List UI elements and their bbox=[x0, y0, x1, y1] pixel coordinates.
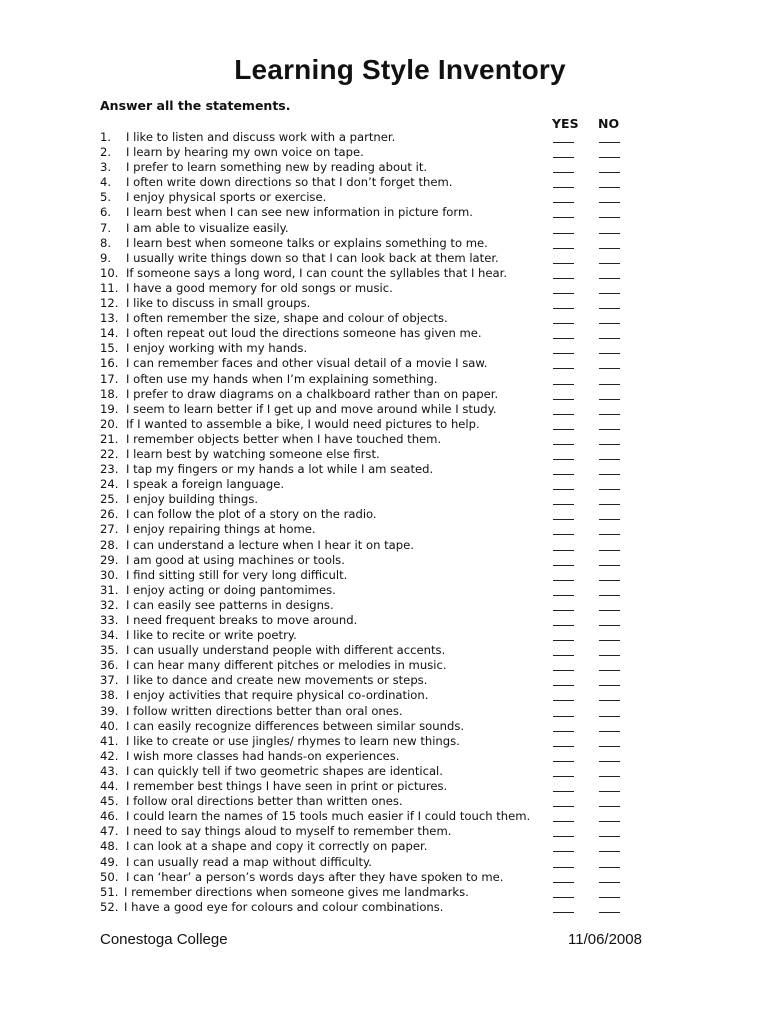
statement-text: I learn best by watching someone else first. bbox=[126, 446, 380, 461]
statement-number: 35. bbox=[100, 643, 119, 658]
yes-answer-blank[interactable] bbox=[553, 399, 574, 400]
statement-row bbox=[100, 628, 640, 643]
yes-column-header: YES bbox=[552, 116, 579, 131]
yes-answer-blank[interactable] bbox=[553, 534, 574, 535]
statement-row bbox=[100, 236, 640, 251]
statement-number: 16. bbox=[100, 356, 119, 371]
yes-answer-blank[interactable] bbox=[553, 142, 574, 143]
statement-text: I often use my hands when I’m explaining something. bbox=[126, 371, 438, 386]
statement-text: I tap my fingers or my hands a lot while I am seated. bbox=[126, 462, 434, 477]
statement-text: I enjoy building things. bbox=[126, 492, 259, 507]
yes-answer-blank[interactable] bbox=[553, 550, 574, 551]
footer-institution: Conestoga College bbox=[100, 931, 228, 948]
statement-row bbox=[100, 568, 640, 583]
statement-number: 27. bbox=[100, 522, 119, 537]
yes-answer-blank[interactable] bbox=[553, 172, 574, 173]
yes-answer-blank[interactable] bbox=[553, 565, 574, 566]
no-answer-blank[interactable] bbox=[599, 414, 620, 415]
statement-text: I learn by hearing my own voice on tape. bbox=[126, 145, 364, 160]
yes-answer-blank[interactable] bbox=[553, 338, 574, 339]
statement-row bbox=[100, 402, 640, 417]
statement-text: I like to create or use jingles/ rhymes to learn new things. bbox=[126, 733, 460, 748]
statement-number: 45. bbox=[100, 794, 119, 809]
statement-row bbox=[100, 809, 640, 824]
statement-number: 52. bbox=[100, 899, 119, 914]
statement-text: I could learn the names of 15 tools much easier if I could touch them. bbox=[126, 809, 531, 824]
no-answer-blank[interactable] bbox=[599, 791, 620, 792]
statement-row bbox=[100, 341, 640, 356]
no-answer-blank[interactable] bbox=[599, 610, 620, 611]
statement-text: I often write down directions so that I don’t forget them. bbox=[126, 175, 453, 190]
statement-text: I follow written directions better than oral ones. bbox=[126, 703, 403, 718]
statement-text: I like to recite or write poetry. bbox=[126, 628, 297, 643]
statement-text: I need to say things aloud to myself to remember them. bbox=[126, 824, 452, 839]
statement-row bbox=[100, 688, 640, 703]
statement-text: I can remember faces and other visual detail of a movie I saw. bbox=[126, 356, 488, 371]
statement-row bbox=[100, 221, 640, 236]
statement-text: I prefer to learn something new by reading about it. bbox=[126, 160, 428, 175]
no-answer-blank[interactable] bbox=[599, 761, 620, 762]
statement-row bbox=[100, 794, 640, 809]
statement-number: 39. bbox=[100, 703, 119, 718]
statement-number: 13. bbox=[100, 311, 119, 326]
yes-answer-blank[interactable] bbox=[553, 187, 574, 188]
statement-row bbox=[100, 764, 640, 779]
statement-row bbox=[100, 779, 640, 794]
statement-row bbox=[100, 900, 640, 915]
statement-row bbox=[100, 719, 640, 734]
yes-answer-blank[interactable] bbox=[553, 293, 574, 294]
statement-text: I speak a foreign language. bbox=[126, 477, 285, 492]
statement-number: 22. bbox=[100, 446, 119, 461]
statement-number: 29. bbox=[100, 552, 119, 567]
statement-row bbox=[100, 326, 640, 341]
yes-answer-blank[interactable] bbox=[553, 504, 574, 505]
statement-number: 21. bbox=[100, 431, 119, 446]
statement-number: 48. bbox=[100, 839, 119, 854]
statement-number: 1. bbox=[100, 130, 112, 144]
statement-number: 19. bbox=[100, 401, 119, 416]
yes-answer-blank[interactable] bbox=[553, 444, 574, 445]
no-answer-blank[interactable] bbox=[599, 550, 620, 551]
statement-row bbox=[100, 387, 640, 402]
statement-row bbox=[100, 432, 640, 447]
statement-text: If I wanted to assemble a bike, I would need pictures to help. bbox=[126, 416, 480, 431]
instruction-text: Answer all the statements. bbox=[100, 98, 291, 113]
statement-row bbox=[100, 190, 640, 205]
statement-number: 8. bbox=[100, 235, 112, 250]
statement-text: I can quickly tell if two geometric shapes are identical. bbox=[126, 763, 443, 778]
no-answer-blank[interactable] bbox=[599, 821, 620, 822]
statement-text: I need frequent breaks to move around. bbox=[126, 613, 358, 627]
statement-row bbox=[100, 160, 640, 175]
no-answer-blank[interactable] bbox=[599, 157, 620, 158]
no-answer-blank[interactable] bbox=[599, 655, 620, 656]
statement-row bbox=[100, 492, 640, 507]
no-answer-blank[interactable] bbox=[599, 459, 620, 460]
yes-answer-blank[interactable] bbox=[553, 233, 574, 234]
no-answer-blank[interactable] bbox=[599, 806, 620, 807]
statement-row bbox=[100, 447, 640, 462]
statement-number: 18. bbox=[100, 386, 119, 401]
yes-answer-blank[interactable] bbox=[553, 429, 574, 430]
statement-number: 23. bbox=[100, 462, 119, 477]
footer-date: 11/06/2008 bbox=[568, 931, 642, 948]
statement-text: I remember directions when someone gives me landmarks. bbox=[124, 884, 469, 899]
statement-text: I often repeat out loud the directions someone has given me. bbox=[126, 326, 482, 341]
statement-row bbox=[100, 175, 640, 190]
yes-answer-blank[interactable] bbox=[553, 625, 574, 626]
statement-row bbox=[100, 613, 640, 628]
statement-row bbox=[100, 538, 640, 553]
yes-answer-blank[interactable] bbox=[553, 806, 574, 807]
statement-row bbox=[100, 553, 640, 568]
statement-row bbox=[100, 749, 640, 764]
statement-number: 9. bbox=[100, 250, 112, 265]
statement-row bbox=[100, 477, 640, 492]
statement-number: 31. bbox=[100, 582, 119, 597]
no-answer-blank[interactable] bbox=[599, 142, 620, 143]
no-answer-blank[interactable] bbox=[599, 685, 620, 686]
statement-row bbox=[100, 885, 640, 900]
yes-answer-blank[interactable] bbox=[553, 474, 574, 475]
statement-row bbox=[100, 145, 640, 160]
no-answer-blank[interactable] bbox=[599, 187, 620, 188]
no-answer-blank[interactable] bbox=[599, 384, 620, 385]
yes-answer-blank[interactable] bbox=[553, 836, 574, 837]
no-answer-blank[interactable] bbox=[599, 867, 620, 868]
no-answer-blank[interactable] bbox=[599, 172, 620, 173]
yes-answer-blank[interactable] bbox=[553, 489, 574, 490]
statement-row bbox=[100, 507, 640, 522]
no-answer-blank[interactable] bbox=[599, 263, 620, 264]
statement-number: 50. bbox=[100, 869, 119, 884]
statement-text: I learn best when someone talks or explains something to me. bbox=[126, 235, 488, 250]
statement-text: I like to discuss in small groups. bbox=[126, 296, 311, 311]
yes-answer-blank[interactable] bbox=[553, 776, 574, 777]
statement-row bbox=[100, 673, 640, 688]
no-answer-blank[interactable] bbox=[599, 504, 620, 505]
statement-text: I wish more classes had hands-on experiences. bbox=[126, 748, 400, 763]
statement-number: 5. bbox=[100, 190, 112, 205]
yes-answer-blank[interactable] bbox=[553, 202, 574, 203]
no-answer-blank[interactable] bbox=[599, 353, 620, 354]
statement-number: 30. bbox=[100, 567, 119, 582]
statement-number: 10. bbox=[100, 265, 119, 280]
yes-answer-blank[interactable] bbox=[553, 384, 574, 385]
statement-row bbox=[100, 855, 640, 870]
statement-text: I enjoy working with my hands. bbox=[126, 341, 308, 356]
statement-row bbox=[100, 266, 640, 281]
statement-number: 3. bbox=[100, 160, 112, 175]
statement-number: 28. bbox=[100, 537, 119, 552]
no-answer-blank[interactable] bbox=[599, 882, 620, 883]
no-answer-blank[interactable] bbox=[599, 429, 620, 430]
statement-row bbox=[100, 372, 640, 387]
statement-text: I can ‘hear’ a person’s words days after they have spoken to me. bbox=[126, 869, 504, 884]
no-answer-blank[interactable] bbox=[599, 640, 620, 641]
no-answer-blank[interactable] bbox=[599, 580, 620, 581]
no-answer-blank[interactable] bbox=[599, 625, 620, 626]
statement-number: 4. bbox=[100, 175, 112, 190]
statement-number: 41. bbox=[100, 733, 119, 748]
yes-answer-blank[interactable] bbox=[553, 761, 574, 762]
yes-answer-blank[interactable] bbox=[553, 821, 574, 822]
statement-number: 38. bbox=[100, 688, 119, 703]
statement-number: 51. bbox=[100, 884, 119, 899]
no-answer-blank[interactable] bbox=[599, 716, 620, 717]
yes-answer-blank[interactable] bbox=[553, 700, 574, 701]
yes-answer-blank[interactable] bbox=[553, 580, 574, 581]
statement-text: I can easily recognize differences between similar sounds. bbox=[126, 718, 465, 733]
statement-text: I have a good memory for old songs or music. bbox=[126, 280, 393, 295]
no-answer-blank[interactable] bbox=[599, 278, 620, 279]
statement-row bbox=[100, 839, 640, 854]
statement-number: 15. bbox=[100, 341, 119, 356]
statement-text: I like to dance and create new movements or steps. bbox=[126, 673, 428, 688]
no-answer-blank[interactable] bbox=[599, 836, 620, 837]
no-answer-blank[interactable] bbox=[599, 534, 620, 535]
no-answer-blank[interactable] bbox=[599, 474, 620, 475]
yes-answer-blank[interactable] bbox=[553, 459, 574, 460]
yes-answer-blank[interactable] bbox=[553, 157, 574, 158]
statement-number: 37. bbox=[100, 673, 119, 688]
statement-number: 46. bbox=[100, 809, 119, 824]
yes-answer-blank[interactable] bbox=[553, 746, 574, 747]
statement-number: 17. bbox=[100, 371, 119, 386]
statement-number: 11. bbox=[100, 280, 119, 295]
no-answer-blank[interactable] bbox=[599, 293, 620, 294]
statement-row bbox=[100, 311, 640, 326]
statement-text: I usually write things down so that I can look back at them later. bbox=[126, 250, 499, 265]
page-title: Learning Style Inventory bbox=[234, 54, 566, 85]
yes-answer-blank[interactable] bbox=[553, 655, 574, 656]
yes-answer-blank[interactable] bbox=[553, 716, 574, 717]
statement-row bbox=[100, 522, 640, 537]
statement-number: 2. bbox=[100, 145, 112, 160]
statement-row bbox=[100, 643, 640, 658]
yes-answer-blank[interactable] bbox=[553, 414, 574, 415]
no-answer-blank[interactable] bbox=[599, 746, 620, 747]
statement-text: I can easily see patterns in designs. bbox=[126, 597, 334, 612]
statement-list bbox=[100, 130, 640, 915]
statement-number: 20. bbox=[100, 416, 119, 431]
yes-answer-blank[interactable] bbox=[553, 791, 574, 792]
statement-text: I can understand a lecture when I hear it on tape. bbox=[126, 537, 414, 552]
statement-number: 34. bbox=[100, 628, 119, 643]
statement-number: 14. bbox=[100, 326, 119, 341]
statement-number: 40. bbox=[100, 718, 119, 733]
statement-row bbox=[100, 734, 640, 749]
statement-number: 24. bbox=[100, 477, 119, 492]
statement-text: I have a good eye for colours and colour combinations. bbox=[124, 899, 444, 914]
yes-answer-blank[interactable] bbox=[553, 308, 574, 309]
yes-answer-blank[interactable] bbox=[553, 610, 574, 611]
statement-number: 49. bbox=[100, 854, 119, 869]
no-answer-blank[interactable] bbox=[599, 670, 620, 671]
statement-number: 43. bbox=[100, 763, 119, 778]
no-answer-blank[interactable] bbox=[599, 233, 620, 234]
no-answer-blank[interactable] bbox=[599, 217, 620, 218]
no-answer-blank[interactable] bbox=[599, 519, 620, 520]
statement-number: 26. bbox=[100, 507, 119, 522]
statement-text: If someone says a long word, I can count the syllables that I hear. bbox=[126, 265, 508, 280]
yes-answer-blank[interactable] bbox=[553, 595, 574, 596]
statement-row bbox=[100, 251, 640, 266]
yes-answer-blank[interactable] bbox=[553, 278, 574, 279]
statement-row bbox=[100, 598, 640, 613]
statement-text: I enjoy repairing things at home. bbox=[126, 522, 316, 537]
yes-answer-blank[interactable] bbox=[553, 851, 574, 852]
yes-answer-blank[interactable] bbox=[553, 882, 574, 883]
statement-row bbox=[100, 583, 640, 598]
statement-text: I can follow the plot of a story on the radio. bbox=[126, 507, 377, 522]
yes-answer-blank[interactable] bbox=[553, 248, 574, 249]
statement-text: I follow oral directions better than written ones. bbox=[126, 794, 403, 809]
statement-number: 32. bbox=[100, 597, 119, 612]
statement-text: I can hear many different pitches or melodies in music. bbox=[126, 658, 447, 673]
statement-text: I am able to visualize easily. bbox=[126, 220, 289, 235]
no-answer-blank[interactable] bbox=[599, 323, 620, 324]
statement-text: I enjoy activities that require physical co-ordination. bbox=[126, 688, 429, 703]
no-answer-blank[interactable] bbox=[599, 776, 620, 777]
statement-row bbox=[100, 130, 640, 145]
yes-answer-blank[interactable] bbox=[553, 519, 574, 520]
statement-text: I can usually understand people with different accents. bbox=[126, 643, 446, 658]
statement-number: 36. bbox=[100, 658, 119, 673]
no-answer-blank[interactable] bbox=[599, 912, 620, 913]
yes-answer-blank[interactable] bbox=[553, 912, 574, 913]
statement-number: 7. bbox=[100, 220, 112, 235]
no-answer-blank[interactable] bbox=[599, 595, 620, 596]
no-answer-blank[interactable] bbox=[599, 731, 620, 732]
statement-text: I am good at using machines or tools. bbox=[126, 552, 345, 567]
statement-text: I remember objects better when I have touched them. bbox=[126, 431, 442, 446]
statement-text: I can usually read a map without difficulty. bbox=[126, 854, 372, 869]
no-answer-blank[interactable] bbox=[599, 368, 620, 369]
statement-text: I enjoy physical sports or exercise. bbox=[126, 190, 327, 205]
statement-row bbox=[100, 462, 640, 477]
statement-text: I remember best things I have seen in print or pictures. bbox=[126, 779, 448, 794]
no-answer-blank[interactable] bbox=[599, 248, 620, 249]
yes-answer-blank[interactable] bbox=[553, 897, 574, 898]
yes-answer-blank[interactable] bbox=[553, 217, 574, 218]
yes-answer-blank[interactable] bbox=[553, 670, 574, 671]
statement-number: 47. bbox=[100, 824, 119, 839]
yes-answer-blank[interactable] bbox=[553, 353, 574, 354]
statement-number: 33. bbox=[100, 613, 119, 627]
statement-text: I often remember the size, shape and colour of objects. bbox=[126, 311, 448, 326]
statement-row bbox=[100, 205, 640, 220]
statement-text: I can look at a shape and copy it correctly on paper. bbox=[126, 839, 428, 854]
statement-text: I enjoy acting or doing pantomimes. bbox=[126, 582, 336, 597]
yes-answer-blank[interactable] bbox=[553, 368, 574, 369]
statement-row bbox=[100, 870, 640, 885]
statement-text: I like to listen and discuss work with a partner. bbox=[126, 130, 396, 144]
no-answer-blank[interactable] bbox=[599, 399, 620, 400]
yes-answer-blank[interactable] bbox=[553, 867, 574, 868]
yes-answer-blank[interactable] bbox=[553, 263, 574, 264]
yes-answer-blank[interactable] bbox=[553, 640, 574, 641]
statement-row bbox=[100, 824, 640, 839]
no-answer-blank[interactable] bbox=[599, 338, 620, 339]
statement-row bbox=[100, 356, 640, 371]
no-answer-blank[interactable] bbox=[599, 700, 620, 701]
no-answer-blank[interactable] bbox=[599, 444, 620, 445]
yes-answer-blank[interactable] bbox=[553, 323, 574, 324]
statement-number: 25. bbox=[100, 492, 119, 507]
statement-text: I learn best when I can see new information in picture form. bbox=[126, 205, 473, 220]
no-answer-blank[interactable] bbox=[599, 308, 620, 309]
yes-answer-blank[interactable] bbox=[553, 685, 574, 686]
yes-answer-blank[interactable] bbox=[553, 731, 574, 732]
statement-row bbox=[100, 417, 640, 432]
no-answer-blank[interactable] bbox=[599, 897, 620, 898]
statement-text: I seem to learn better if I get up and move around while I study. bbox=[126, 401, 497, 416]
statement-row bbox=[100, 296, 640, 311]
no-answer-blank[interactable] bbox=[599, 565, 620, 566]
no-answer-blank[interactable] bbox=[599, 851, 620, 852]
statement-number: 42. bbox=[100, 748, 119, 763]
statement-number: 12. bbox=[100, 296, 119, 311]
no-answer-blank[interactable] bbox=[599, 489, 620, 490]
statement-number: 44. bbox=[100, 779, 119, 794]
statement-text: I find sitting still for very long difficult. bbox=[126, 567, 348, 582]
statement-text: I prefer to draw diagrams on a chalkboard rather than on paper. bbox=[126, 386, 499, 401]
statement-number: 6. bbox=[100, 205, 112, 220]
no-answer-blank[interactable] bbox=[599, 202, 620, 203]
statement-row bbox=[100, 281, 640, 296]
statement-row bbox=[100, 658, 640, 673]
statement-row bbox=[100, 704, 640, 719]
no-column-header: NO bbox=[598, 116, 620, 131]
